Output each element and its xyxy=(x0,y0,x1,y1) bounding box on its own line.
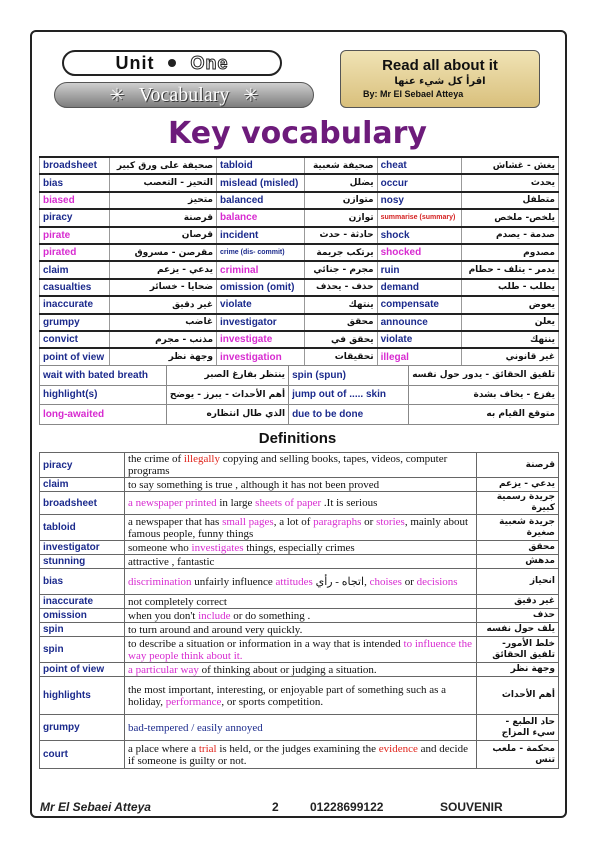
vocab-word: long-awaited xyxy=(40,405,167,425)
vocab-word: due to be done xyxy=(289,405,409,425)
vocabulary-label: Vocabulary xyxy=(138,83,230,106)
definition-text: attractive , fantastic xyxy=(125,555,477,569)
vocab-word: incident xyxy=(217,227,305,244)
vocab-arabic: حذف - يحذف xyxy=(305,279,377,296)
vocab-word: illegal xyxy=(377,348,462,365)
vocab-word: balance xyxy=(217,209,305,226)
dot-icon xyxy=(168,59,176,67)
vocab-arabic: مجرم - جنائي xyxy=(305,261,377,278)
definition-text: discrimination unfairly influence attitudes اتجاه - رأي, choises or decisions xyxy=(125,569,477,595)
definition-text: a particular way of thinking about or judging a situation. xyxy=(125,663,477,677)
unit-badge xyxy=(62,50,282,76)
vocab-row xyxy=(40,331,559,348)
vocab-arabic: قرصنة xyxy=(110,209,217,226)
vocab-arabic: متحيز xyxy=(110,192,217,209)
vocab-word: investigate xyxy=(217,331,305,348)
definition-row xyxy=(40,515,559,541)
definition-word: piracy xyxy=(40,453,125,478)
definition-arabic: محقق xyxy=(477,541,559,555)
definition-text: the most important, interesting, or enjoyable part of something such as a holiday, performance, or sports competition. xyxy=(125,677,477,715)
vocab-arabic: يرتكب جريمة xyxy=(305,244,377,261)
star-icon: ✳ xyxy=(243,84,259,105)
definition-word: highlights xyxy=(40,677,125,715)
vocab-word: violate xyxy=(217,296,305,313)
definition-row xyxy=(40,623,559,637)
vocab-word: shocked xyxy=(377,244,462,261)
vocab-row xyxy=(40,279,559,296)
vocab-arabic: ينتهك xyxy=(462,331,559,348)
vocab-arabic: يدمر - يتلف - حطام xyxy=(462,261,559,278)
read-all-title: Read all about it xyxy=(382,57,498,74)
definition-text: not completely correct xyxy=(125,595,477,609)
vocab-row xyxy=(40,296,559,313)
definition-arabic: يلف حول نفسه xyxy=(477,623,559,637)
vocab-arabic: يضلل xyxy=(305,174,377,191)
vocab-word: compensate xyxy=(377,296,462,313)
definitions-table xyxy=(39,452,559,769)
vocab-row xyxy=(40,261,559,278)
vocab-arabic: صدمة - يصدم xyxy=(462,227,559,244)
definition-text: bad-tempered / easily annoyed xyxy=(125,715,477,741)
definition-word: stunning xyxy=(40,555,125,569)
definition-arabic: وجهة نظر xyxy=(477,663,559,677)
vocab-word: biased xyxy=(40,192,110,209)
definition-arabic: خلط الأمور- تلفيق الحقائق xyxy=(477,637,559,663)
vocab-arabic: تلفيق الحقائق - يدور حول نفسه xyxy=(409,366,559,386)
definition-word: tabloid xyxy=(40,515,125,541)
vocab-word: balanced xyxy=(217,192,305,209)
vocab-word: criminal xyxy=(217,261,305,278)
vocab-word: wait with bated breath xyxy=(40,366,167,386)
vocab-arabic: غير دقيق xyxy=(110,296,217,313)
star-icon: ✳ xyxy=(109,84,125,105)
definition-text: to say something is true , although it has not been proved xyxy=(125,478,477,492)
vocabulary-banner xyxy=(54,82,314,108)
read-all-scroll xyxy=(340,50,540,108)
definition-word: bias xyxy=(40,569,125,595)
vocab-arabic: صحيفة شعبية xyxy=(305,157,377,174)
vocab-arabic: التحيز - التعصب xyxy=(110,174,217,191)
vocab-word: convict xyxy=(40,331,110,348)
key-vocab-table xyxy=(39,156,559,366)
vocab-word: violate xyxy=(377,331,462,348)
vocab-row xyxy=(40,157,559,174)
definition-arabic: حاد الطبع - سيء المزاج xyxy=(477,715,559,741)
definitions-title: Definitions xyxy=(258,430,337,447)
unit-number: One xyxy=(190,52,229,73)
vocab-arabic: مذنب - مجرم xyxy=(110,331,217,348)
vocab-word: summarise (summary) xyxy=(377,209,462,226)
definition-text: a place where a trial is held, or the judges examining the evidence and decide if someone is guilty or not. xyxy=(125,741,477,769)
vocab-arabic: تحقيقات xyxy=(305,348,377,365)
definition-text: a newspaper that has small pages, a lot of paragraphs or stories, mainly about famous people, funny things xyxy=(125,515,477,541)
vocab-word: pirate xyxy=(40,227,110,244)
definition-arabic: حذف xyxy=(477,609,559,623)
definition-row xyxy=(40,677,559,715)
definition-arabic: يدعي - يزعم xyxy=(477,478,559,492)
page-title: Key vocabulary xyxy=(168,116,427,151)
definition-row xyxy=(40,453,559,478)
definition-row xyxy=(40,492,559,515)
vocab-row xyxy=(40,366,559,386)
vocab-arabic: يحدث xyxy=(462,174,559,191)
vocab-arabic: توازن xyxy=(305,209,377,226)
vocab-arabic: متوقع القيام به xyxy=(409,405,559,425)
vocab-row xyxy=(40,405,559,425)
definition-word: point of view xyxy=(40,663,125,677)
vocab-arabic: صحيفة على ورق كبير xyxy=(110,157,217,174)
definition-text: someone who investigates things, especially crimes xyxy=(125,541,477,555)
definition-arabic: غير دقيق xyxy=(477,595,559,609)
vocab-word: broadsheet xyxy=(40,157,110,174)
vocab-word: casualties xyxy=(40,279,110,296)
vocab-arabic: غير قانوني xyxy=(462,348,559,365)
vocab-word: announce xyxy=(377,314,462,331)
vocab-arabic: حادثة - حدث xyxy=(305,227,377,244)
vocab-arabic: ضحايا - خسائر xyxy=(110,279,217,296)
vocab-arabic: يلخص- ملخص xyxy=(462,209,559,226)
unit-label: Unit xyxy=(115,52,155,73)
vocab-row xyxy=(40,192,559,209)
vocab-word: nosy xyxy=(377,192,462,209)
vocab-arabic: متطفل xyxy=(462,192,559,209)
vocab-row xyxy=(40,244,559,261)
vocab-arabic: يغش - غشاش xyxy=(462,157,559,174)
vocab-arabic: يعوض xyxy=(462,296,559,313)
vocab-arabic: يطلب - طلب xyxy=(462,279,559,296)
definition-row xyxy=(40,637,559,663)
author-credit: By: Mr El Sebael Atteya xyxy=(363,89,464,99)
vocab-arabic: أهم الأحداث - يبرز - يوضح xyxy=(166,385,288,405)
definition-word: spin xyxy=(40,623,125,637)
definition-word: broadsheet xyxy=(40,492,125,515)
vocab-word: pirated xyxy=(40,244,110,261)
vocab-word: claim xyxy=(40,261,110,278)
vocab-word: grumpy xyxy=(40,314,110,331)
vocab-word: mislead (misled) xyxy=(217,174,305,191)
vocab-row xyxy=(40,314,559,331)
vocab-arabic: محقق xyxy=(305,314,377,331)
phone-number: 01228699122 xyxy=(310,800,384,814)
vocab-arabic: يعلن xyxy=(462,314,559,331)
vocab-arabic: ينتهك xyxy=(305,296,377,313)
definition-word: spin xyxy=(40,637,125,663)
definition-word: court xyxy=(40,741,125,769)
vocab-row xyxy=(40,209,559,226)
definition-text: to describe a situation or information in a way that is intended to influence the way people think about it. xyxy=(125,637,477,663)
vocab-word: inaccurate xyxy=(40,296,110,313)
definition-row xyxy=(40,595,559,609)
vocab-word: spin (spun) xyxy=(289,366,409,386)
definition-text: a newspaper printed in large sheets of paper .It is serious xyxy=(125,492,477,515)
page-number: 2 xyxy=(272,800,279,814)
definition-row xyxy=(40,569,559,595)
definition-word: omission xyxy=(40,609,125,623)
vocab-word: investigator xyxy=(217,314,305,331)
definition-row xyxy=(40,478,559,492)
footer-author: Mr El Sebaei Atteya xyxy=(40,800,151,814)
vocab-arabic: متوازن xyxy=(305,192,377,209)
vocab-arabic: وجهة نظر xyxy=(110,348,217,365)
definition-word: inaccurate xyxy=(40,595,125,609)
read-all-arabic: اقرأ كل شيء عنها xyxy=(394,76,486,87)
vocab-row xyxy=(40,348,559,365)
vocab-word: crime (dis- commit) xyxy=(217,244,305,261)
definition-text: when you don't include or do something . xyxy=(125,609,477,623)
vocab-word: bias xyxy=(40,174,110,191)
vocab-word: investigation xyxy=(217,348,305,365)
vocab-word: tabloid xyxy=(217,157,305,174)
definition-row xyxy=(40,741,559,769)
vocab-arabic: غاضب xyxy=(110,314,217,331)
vocab-word: occur xyxy=(377,174,462,191)
definition-arabic: أهم الأحداث xyxy=(477,677,559,715)
definition-row xyxy=(40,715,559,741)
definition-arabic: جريدة رسمية كبيرة xyxy=(477,492,559,515)
vocab-word: ruin xyxy=(377,261,462,278)
vocab-word: omission (omit) xyxy=(217,279,305,296)
header xyxy=(40,44,560,114)
definition-arabic: مدهش xyxy=(477,555,559,569)
definition-arabic: انحياز xyxy=(477,569,559,595)
vocab-word: demand xyxy=(377,279,462,296)
definition-word: grumpy xyxy=(40,715,125,741)
definition-arabic: جريدة شعبية صغيرة xyxy=(477,515,559,541)
definition-word: claim xyxy=(40,478,125,492)
definition-text: to turn around and around very quickly. xyxy=(125,623,477,637)
vocab-word: cheat xyxy=(377,157,462,174)
vocab-word: piracy xyxy=(40,209,110,226)
vocab-row xyxy=(40,385,559,405)
definition-row xyxy=(40,663,559,677)
vocab-arabic: قرصان xyxy=(110,227,217,244)
definition-text: the crime of illegally copying and selling books, tapes, videos, computer programs xyxy=(125,453,477,478)
definition-row xyxy=(40,541,559,555)
vocab-arabic: ينتظر بفارغ الصبر xyxy=(166,366,288,386)
vocab-word: highlight(s) xyxy=(40,385,167,405)
definition-arabic: قرصنة xyxy=(477,453,559,478)
vocab-arabic: يفزع - يخاف بشدة xyxy=(409,385,559,405)
vocab-row xyxy=(40,227,559,244)
vocab-arabic: مصدوم xyxy=(462,244,559,261)
vocab-arabic: الذي طال انتظاره xyxy=(166,405,288,425)
vocab-arabic: يحقق في xyxy=(305,331,377,348)
definition-word: investigator xyxy=(40,541,125,555)
extra-vocab-table xyxy=(39,365,559,425)
definition-row xyxy=(40,609,559,623)
vocab-arabic: مقرصن - مسروق xyxy=(110,244,217,261)
vocab-word: jump out of ..... skin xyxy=(289,385,409,405)
definition-row xyxy=(40,555,559,569)
definition-arabic: محكمة - ملعب تنس xyxy=(477,741,559,769)
brand-name: SOUVENIR xyxy=(440,800,503,814)
vocab-row xyxy=(40,174,559,191)
vocab-arabic: يدعي - يزعم xyxy=(110,261,217,278)
vocab-word: point of view xyxy=(40,348,110,365)
vocab-word: shock xyxy=(377,227,462,244)
